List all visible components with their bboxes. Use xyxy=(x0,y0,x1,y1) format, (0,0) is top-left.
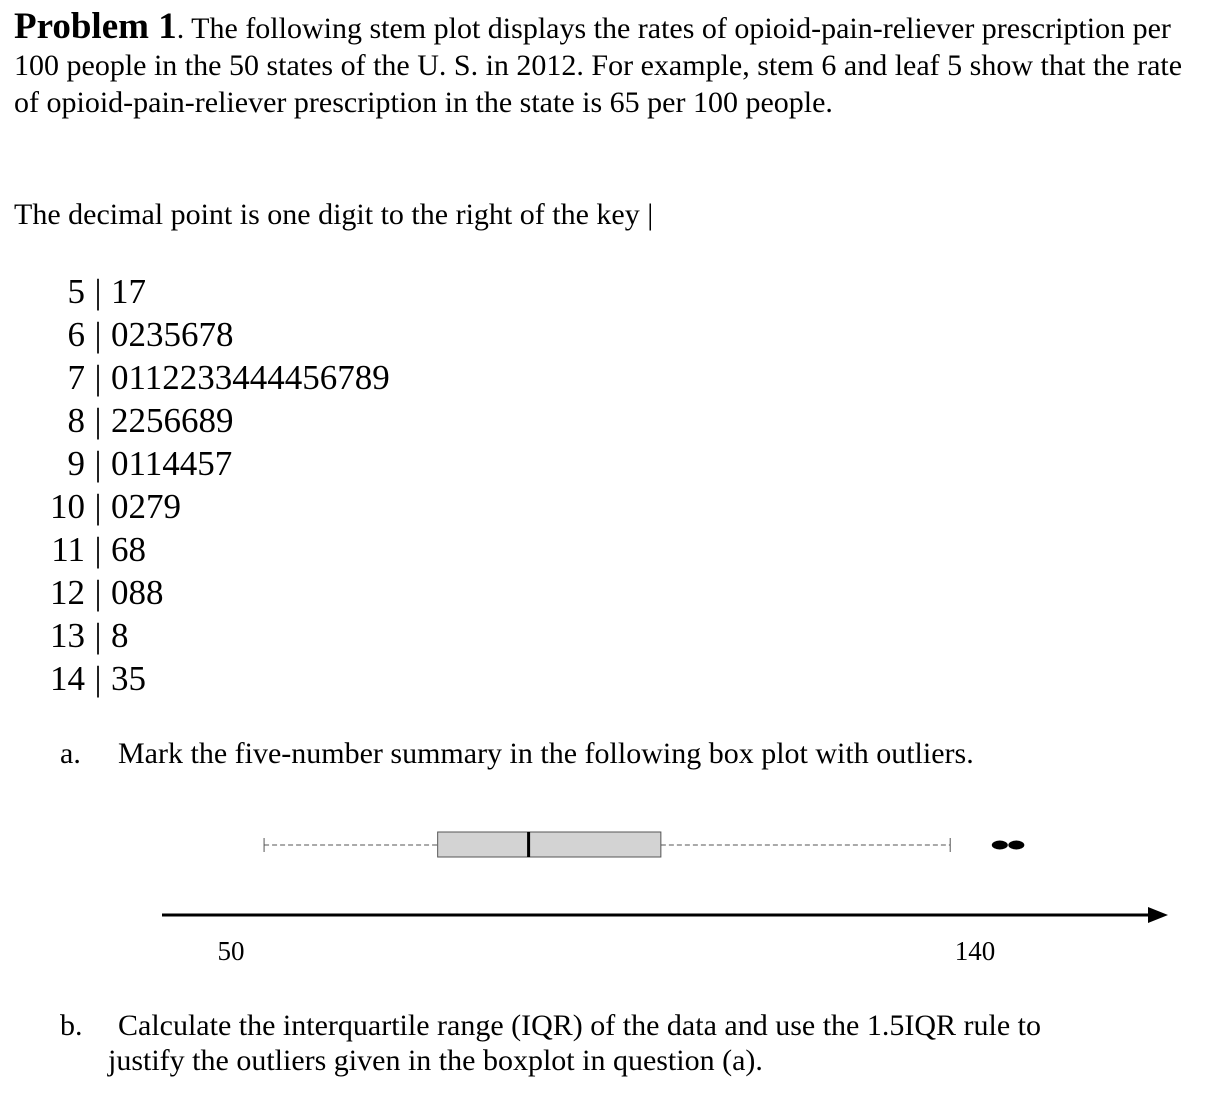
leaf-values: 17 xyxy=(111,272,146,311)
box-plot xyxy=(0,800,1214,980)
stem-row xyxy=(14,485,390,528)
problem-statement xyxy=(14,8,1194,121)
stem-value: 9 xyxy=(67,444,85,483)
outlier-point xyxy=(1008,841,1024,850)
question-b-letter: b. xyxy=(60,1009,83,1042)
stem-value: 14 xyxy=(50,659,85,698)
axis-arrow-head xyxy=(1148,907,1168,923)
question-a-text: Mark the five-number summary in the following box plot with outliers. xyxy=(118,737,974,770)
question-b xyxy=(60,1008,1160,1077)
stem-separator: | xyxy=(94,659,102,698)
question-a-letter: a. xyxy=(60,737,81,770)
axis-tick-label: 50 xyxy=(217,936,245,966)
stem-separator: | xyxy=(94,444,102,483)
stem-separator: | xyxy=(94,573,102,612)
stem-value: 13 xyxy=(50,616,85,655)
stem-plot xyxy=(14,270,390,700)
stem-value: 10 xyxy=(50,487,85,526)
stem-value: 7 xyxy=(67,358,85,397)
stem-value: 6 xyxy=(67,315,85,354)
stem-separator: | xyxy=(94,358,102,397)
decimal-note: The decimal point is one digit to the right of the key | xyxy=(14,198,654,231)
stem-row xyxy=(14,614,390,657)
question-b-line-1: Calculate the interquartile range (IQR) of the data and use the 1.5IQR rule to xyxy=(118,1009,1041,1042)
axis-tick-label: 140 xyxy=(954,936,996,966)
problem-label: Problem 1 xyxy=(14,6,177,47)
question-b-text xyxy=(108,1008,1158,1078)
stem-separator: | xyxy=(94,530,102,569)
stem-separator: | xyxy=(94,487,102,526)
problem-text: . The following stem plot displays the rates of opioid-pain-reliever prescription per 100 people in the 50 states of the U. S. in 2012. For example, stem 6 and leaf 5 show that the rate of opioid-pain-reliever prescription in the state is 65 per 100 people. xyxy=(14,12,1183,119)
stem-row xyxy=(14,356,390,399)
stem-separator: | xyxy=(94,315,102,354)
stem-separator: | xyxy=(94,401,102,440)
stem-separator: | xyxy=(94,272,102,311)
leaf-values: 8 xyxy=(111,616,129,655)
leaf-values: 0235678 xyxy=(111,315,234,354)
question-b-line-2: justify the outliers given in the boxplot in question (a). xyxy=(108,1044,763,1077)
stem-value: 8 xyxy=(67,401,85,440)
leaf-values: 68 xyxy=(111,530,146,569)
question-a xyxy=(60,736,974,771)
leaf-values: 0112233444456789 xyxy=(111,358,390,397)
iqr-box xyxy=(438,832,661,857)
leaf-values: 0114457 xyxy=(111,444,233,483)
stem-value: 12 xyxy=(50,573,85,612)
stem-value: 11 xyxy=(51,530,85,569)
leaf-values: 088 xyxy=(111,573,164,612)
stem-row xyxy=(14,270,390,313)
outlier-point xyxy=(992,841,1008,850)
leaf-values: 2256689 xyxy=(111,401,234,440)
stem-row xyxy=(14,442,390,485)
stem-row xyxy=(14,313,390,356)
stem-value: 5 xyxy=(67,272,85,311)
stem-row xyxy=(14,571,390,614)
stem-separator: | xyxy=(94,616,102,655)
stem-row xyxy=(14,657,390,700)
stem-row xyxy=(14,528,390,571)
leaf-values: 35 xyxy=(111,659,146,698)
leaf-values: 0279 xyxy=(111,487,181,526)
stem-row xyxy=(14,399,390,442)
